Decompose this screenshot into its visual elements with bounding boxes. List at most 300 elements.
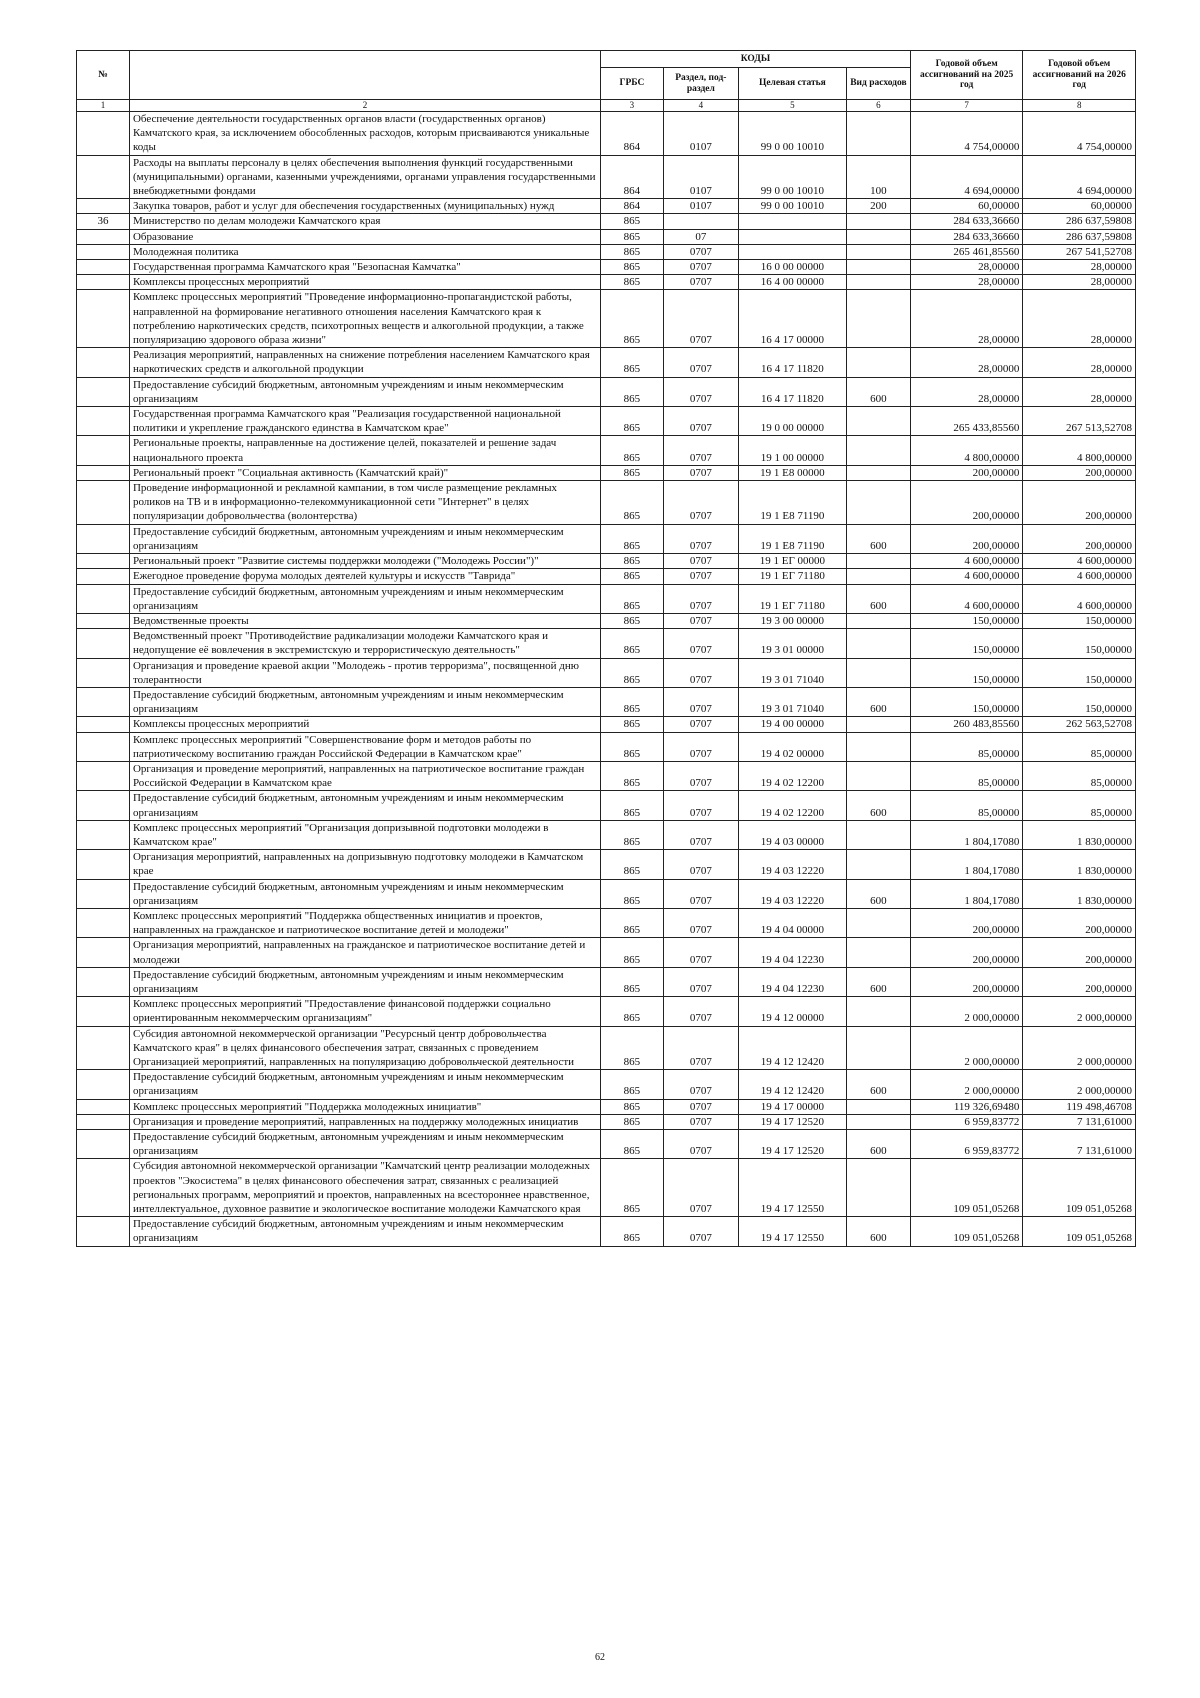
row-amount-2025: 265 461,85560 bbox=[910, 244, 1023, 259]
row-amount-2025: 109 051,05268 bbox=[910, 1217, 1023, 1246]
row-amount-2025: 200,00000 bbox=[910, 938, 1023, 967]
table-row bbox=[77, 407, 1136, 436]
column-number: 8 bbox=[1023, 100, 1136, 112]
row-name: Комплекс процессных мероприятий "Предоставление финансовой поддержки социально ориентированным некоммерческим организациям" bbox=[129, 997, 600, 1026]
row-expense-type bbox=[846, 1026, 910, 1070]
row-amount-2025: 28,00000 bbox=[910, 290, 1023, 348]
table-row bbox=[77, 348, 1136, 377]
row-name: Предоставление субсидий бюджетным, автономным учреждениям и иным некоммерческим организациям bbox=[129, 1070, 600, 1099]
table-row bbox=[77, 214, 1136, 229]
row-name: Ежегодное проведение форума молодых деятелей культуры и искусств "Таврида" bbox=[129, 569, 600, 584]
row-amount-2026: 28,00000 bbox=[1023, 290, 1136, 348]
row-grbs: 865 bbox=[600, 1114, 663, 1129]
row-expense-type bbox=[846, 938, 910, 967]
row-amount-2026: 150,00000 bbox=[1023, 658, 1136, 687]
row-amount-2025: 150,00000 bbox=[910, 687, 1023, 716]
row-section: 0707 bbox=[663, 717, 738, 732]
row-grbs: 865 bbox=[600, 850, 663, 879]
row-amount-2025: 6 959,83772 bbox=[910, 1114, 1023, 1129]
row-target: 19 3 01 71040 bbox=[738, 687, 846, 716]
row-grbs: 865 bbox=[600, 761, 663, 790]
table-row bbox=[77, 199, 1136, 214]
table-row bbox=[77, 820, 1136, 849]
row-grbs: 865 bbox=[600, 938, 663, 967]
row-name: Комплекс процессных мероприятий "Организация допризывной подготовки молодежи в Камчатском крае" bbox=[129, 820, 600, 849]
row-section: 0707 bbox=[663, 569, 738, 584]
table-row bbox=[77, 569, 1136, 584]
row-number bbox=[77, 1026, 130, 1070]
row-amount-2025: 85,00000 bbox=[910, 791, 1023, 820]
row-name: Предоставление субсидий бюджетным, автономным учреждениям и иным некоммерческим организациям bbox=[129, 687, 600, 716]
row-amount-2026: 4 694,00000 bbox=[1023, 155, 1136, 199]
row-grbs: 865 bbox=[600, 290, 663, 348]
row-amount-2025: 60,00000 bbox=[910, 199, 1023, 214]
table-row bbox=[77, 229, 1136, 244]
row-grbs: 864 bbox=[600, 155, 663, 199]
row-target bbox=[738, 244, 846, 259]
row-section: 0707 bbox=[663, 908, 738, 937]
row-name: Реализация мероприятий, направленных на снижение потребления населением Камчатского края наркотических средств и алкогольной продукции bbox=[129, 348, 600, 377]
row-amount-2026: 200,00000 bbox=[1023, 481, 1136, 525]
row-amount-2026: 4 800,00000 bbox=[1023, 436, 1136, 465]
row-section: 0707 bbox=[663, 1159, 738, 1217]
row-section: 0707 bbox=[663, 275, 738, 290]
row-name: Комплексы процессных мероприятий bbox=[129, 275, 600, 290]
row-section: 0707 bbox=[663, 613, 738, 628]
row-target: 19 3 01 00000 bbox=[738, 629, 846, 658]
table-row bbox=[77, 850, 1136, 879]
row-expense-type: 200 bbox=[846, 199, 910, 214]
row-grbs: 865 bbox=[600, 524, 663, 553]
row-name: Комплекс процессных мероприятий "Совершенствование форм и методов работы по патриотическому воспитанию граждан Российской Федерации в Камчатском крае" bbox=[129, 732, 600, 761]
row-number bbox=[77, 908, 130, 937]
row-grbs: 865 bbox=[600, 908, 663, 937]
row-grbs: 865 bbox=[600, 1217, 663, 1246]
row-target: 19 4 04 00000 bbox=[738, 908, 846, 937]
table-row bbox=[77, 377, 1136, 406]
row-amount-2026: 150,00000 bbox=[1023, 629, 1136, 658]
row-target: 19 4 12 12420 bbox=[738, 1026, 846, 1070]
column-number: 7 bbox=[910, 100, 1023, 112]
row-amount-2026: 4 600,00000 bbox=[1023, 554, 1136, 569]
row-expense-type bbox=[846, 214, 910, 229]
row-grbs: 865 bbox=[600, 244, 663, 259]
row-target: 19 3 01 71040 bbox=[738, 658, 846, 687]
row-name: Ведомственные проекты bbox=[129, 613, 600, 628]
row-grbs: 865 bbox=[600, 407, 663, 436]
row-name: Организация и проведение мероприятий, направленных на поддержку молодежных инициатив bbox=[129, 1114, 600, 1129]
table-row bbox=[77, 584, 1136, 613]
table-row bbox=[77, 761, 1136, 790]
row-name: Комплексы процессных мероприятий bbox=[129, 717, 600, 732]
row-grbs: 865 bbox=[600, 967, 663, 996]
row-amount-2026: 150,00000 bbox=[1023, 687, 1136, 716]
row-grbs: 865 bbox=[600, 465, 663, 480]
row-grbs: 865 bbox=[600, 613, 663, 628]
row-number bbox=[77, 1217, 130, 1246]
table-row bbox=[77, 275, 1136, 290]
row-target: 19 4 03 12220 bbox=[738, 879, 846, 908]
row-amount-2025: 4 694,00000 bbox=[910, 155, 1023, 199]
row-name: Предоставление субсидий бюджетным, автономным учреждениям и иным некоммерческим организациям bbox=[129, 524, 600, 553]
header-volume-2025: Годовой объем ассигнований на 2025 год bbox=[910, 51, 1023, 100]
row-grbs: 865 bbox=[600, 997, 663, 1026]
row-target: 19 1 ЕГ 71180 bbox=[738, 569, 846, 584]
row-target: 99 0 00 10010 bbox=[738, 155, 846, 199]
row-name: Проведение информационной и рекламной кампании, в том числе размещение рекламных роликов на ТВ и в информационно-телекоммуникационной сети "Интернет" в целях популяризации добровольчества (волонтерства) bbox=[129, 481, 600, 525]
row-section: 0707 bbox=[663, 584, 738, 613]
row-target: 19 1 ЕГ 00000 bbox=[738, 554, 846, 569]
row-target: 19 4 02 12200 bbox=[738, 761, 846, 790]
table-row bbox=[77, 112, 1136, 156]
row-section: 0707 bbox=[663, 967, 738, 996]
row-amount-2026: 150,00000 bbox=[1023, 613, 1136, 628]
row-grbs: 865 bbox=[600, 1159, 663, 1217]
row-target: 19 4 02 00000 bbox=[738, 732, 846, 761]
row-target: 16 4 17 11820 bbox=[738, 348, 846, 377]
row-expense-type bbox=[846, 554, 910, 569]
row-amount-2025: 85,00000 bbox=[910, 761, 1023, 790]
row-section: 0707 bbox=[663, 938, 738, 967]
row-amount-2025: 260 483,85560 bbox=[910, 717, 1023, 732]
row-name: Предоставление субсидий бюджетным, автономным учреждениям и иным некоммерческим организациям bbox=[129, 1130, 600, 1159]
row-number bbox=[77, 1070, 130, 1099]
row-number bbox=[77, 229, 130, 244]
header-volume-2026: Годовой объем ассигнований на 2026 год bbox=[1023, 51, 1136, 100]
row-amount-2026: 85,00000 bbox=[1023, 761, 1136, 790]
row-grbs: 865 bbox=[600, 732, 663, 761]
row-section: 0707 bbox=[663, 1114, 738, 1129]
row-expense-type bbox=[846, 244, 910, 259]
row-amount-2025: 265 433,85560 bbox=[910, 407, 1023, 436]
row-expense-type bbox=[846, 407, 910, 436]
row-target: 19 4 17 12550 bbox=[738, 1217, 846, 1246]
row-expense-type bbox=[846, 229, 910, 244]
row-expense-type bbox=[846, 1099, 910, 1114]
row-amount-2025: 4 600,00000 bbox=[910, 569, 1023, 584]
row-expense-type bbox=[846, 436, 910, 465]
page-number: 62 bbox=[595, 1652, 605, 1663]
table-row bbox=[77, 1159, 1136, 1217]
row-amount-2026: 109 051,05268 bbox=[1023, 1217, 1136, 1246]
row-amount-2025: 200,00000 bbox=[910, 908, 1023, 937]
row-target: 16 4 00 00000 bbox=[738, 275, 846, 290]
row-grbs: 865 bbox=[600, 275, 663, 290]
row-target: 19 1 00 00000 bbox=[738, 436, 846, 465]
row-number bbox=[77, 761, 130, 790]
row-number bbox=[77, 584, 130, 613]
table-row bbox=[77, 1099, 1136, 1114]
row-section: 0707 bbox=[663, 820, 738, 849]
table-row bbox=[77, 908, 1136, 937]
budget-sheet bbox=[76, 50, 1136, 1247]
row-amount-2025: 28,00000 bbox=[910, 260, 1023, 275]
row-section: 0707 bbox=[663, 407, 738, 436]
header-codes: КОДЫ bbox=[600, 51, 910, 68]
column-number-row bbox=[77, 100, 1136, 112]
table-row bbox=[77, 244, 1136, 259]
row-amount-2025: 2 000,00000 bbox=[910, 1070, 1023, 1099]
row-target bbox=[738, 214, 846, 229]
column-number: 3 bbox=[600, 100, 663, 112]
row-amount-2025: 4 600,00000 bbox=[910, 554, 1023, 569]
row-name: Комплекс процессных мероприятий "Проведение информационно-пропагандистской работы, направленной на формирование негативного отношения населения Камчатского края к потреблению наркотических средств, психотропных веществ и алкогольной продукции, а также популяризацию здорового образа жизни" bbox=[129, 290, 600, 348]
row-amount-2026: 2 000,00000 bbox=[1023, 997, 1136, 1026]
row-section: 0707 bbox=[663, 244, 738, 259]
row-expense-type bbox=[846, 1114, 910, 1129]
row-name: Предоставление субсидий бюджетным, автономным учреждениям и иным некоммерческим организациям bbox=[129, 584, 600, 613]
row-expense-type bbox=[846, 629, 910, 658]
row-section: 0707 bbox=[663, 732, 738, 761]
row-section: 0707 bbox=[663, 436, 738, 465]
row-name: Предоставление субсидий бюджетным, автономным учреждениям и иным некоммерческим организациям bbox=[129, 1217, 600, 1246]
row-grbs: 865 bbox=[600, 584, 663, 613]
row-section: 0707 bbox=[663, 1070, 738, 1099]
header-grbs: ГРБС bbox=[600, 68, 663, 100]
row-section: 0707 bbox=[663, 260, 738, 275]
row-target: 99 0 00 10010 bbox=[738, 112, 846, 156]
row-grbs: 865 bbox=[600, 791, 663, 820]
row-amount-2026: 85,00000 bbox=[1023, 791, 1136, 820]
row-expense-type bbox=[846, 658, 910, 687]
row-section: 0107 bbox=[663, 155, 738, 199]
row-expense-type bbox=[846, 465, 910, 480]
row-expense-type bbox=[846, 717, 910, 732]
row-expense-type: 600 bbox=[846, 967, 910, 996]
table-row bbox=[77, 260, 1136, 275]
row-number bbox=[77, 629, 130, 658]
row-amount-2025: 109 051,05268 bbox=[910, 1159, 1023, 1217]
row-number bbox=[77, 112, 130, 156]
row-number bbox=[77, 260, 130, 275]
row-amount-2025: 28,00000 bbox=[910, 377, 1023, 406]
row-number bbox=[77, 732, 130, 761]
row-amount-2026: 286 637,59808 bbox=[1023, 214, 1136, 229]
row-section: 0707 bbox=[663, 554, 738, 569]
row-number bbox=[77, 524, 130, 553]
row-amount-2025: 150,00000 bbox=[910, 658, 1023, 687]
row-number bbox=[77, 687, 130, 716]
row-amount-2026: 1 830,00000 bbox=[1023, 820, 1136, 849]
row-expense-type bbox=[846, 112, 910, 156]
row-name: Комплекс процессных мероприятий "Поддержка общественных инициатив и проектов, направленных на гражданское и патриотическое воспитание детей и молодежи" bbox=[129, 908, 600, 937]
column-number: 4 bbox=[663, 100, 738, 112]
row-name: Предоставление субсидий бюджетным, автономным учреждениям и иным некоммерческим организациям bbox=[129, 967, 600, 996]
row-grbs: 865 bbox=[600, 348, 663, 377]
row-amount-2025: 200,00000 bbox=[910, 465, 1023, 480]
row-expense-type bbox=[846, 1159, 910, 1217]
table-row bbox=[77, 465, 1136, 480]
row-number bbox=[77, 554, 130, 569]
row-section: 07 bbox=[663, 229, 738, 244]
row-amount-2025: 284 633,36660 bbox=[910, 214, 1023, 229]
row-section: 0707 bbox=[663, 791, 738, 820]
row-amount-2026: 200,00000 bbox=[1023, 938, 1136, 967]
row-grbs: 864 bbox=[600, 112, 663, 156]
row-amount-2025: 2 000,00000 bbox=[910, 997, 1023, 1026]
row-amount-2025: 200,00000 bbox=[910, 524, 1023, 553]
row-grbs: 865 bbox=[600, 658, 663, 687]
row-target: 19 1 Е8 71190 bbox=[738, 481, 846, 525]
row-amount-2026: 4 600,00000 bbox=[1023, 584, 1136, 613]
row-number bbox=[77, 275, 130, 290]
row-expense-type bbox=[846, 275, 910, 290]
row-grbs: 865 bbox=[600, 687, 663, 716]
row-name: Министерство по делам молодежи Камчатского края bbox=[129, 214, 600, 229]
row-name: Региональный проект "Социальная активность (Камчатский край)" bbox=[129, 465, 600, 480]
row-grbs: 865 bbox=[600, 717, 663, 732]
row-amount-2026: 109 051,05268 bbox=[1023, 1159, 1136, 1217]
column-number: 5 bbox=[738, 100, 846, 112]
row-target bbox=[738, 229, 846, 244]
row-grbs: 865 bbox=[600, 629, 663, 658]
row-target: 19 1 Е8 00000 bbox=[738, 465, 846, 480]
row-amount-2026: 28,00000 bbox=[1023, 348, 1136, 377]
budget-table bbox=[76, 50, 1136, 1247]
row-amount-2026: 4 754,00000 bbox=[1023, 112, 1136, 156]
row-amount-2025: 119 326,69480 bbox=[910, 1099, 1023, 1114]
row-expense-type bbox=[846, 569, 910, 584]
row-amount-2026: 1 830,00000 bbox=[1023, 879, 1136, 908]
row-number bbox=[77, 613, 130, 628]
row-amount-2025: 2 000,00000 bbox=[910, 1026, 1023, 1070]
row-target: 19 4 17 12550 bbox=[738, 1159, 846, 1217]
row-target: 19 4 12 12420 bbox=[738, 1070, 846, 1099]
table-row bbox=[77, 732, 1136, 761]
row-number bbox=[77, 997, 130, 1026]
row-number bbox=[77, 717, 130, 732]
row-section: 0707 bbox=[663, 879, 738, 908]
row-grbs: 865 bbox=[600, 569, 663, 584]
row-expense-type: 600 bbox=[846, 791, 910, 820]
row-amount-2025: 150,00000 bbox=[910, 613, 1023, 628]
row-amount-2026: 28,00000 bbox=[1023, 275, 1136, 290]
row-number bbox=[77, 820, 130, 849]
row-amount-2026: 119 498,46708 bbox=[1023, 1099, 1136, 1114]
row-name: Обеспечение деятельности государственных органов власти (государственных органов) Камчатского края, за исключением обособленных расходов, которым присваиваются уникальные коды bbox=[129, 112, 600, 156]
row-amount-2026: 262 563,52708 bbox=[1023, 717, 1136, 732]
row-name: Закупка товаров, работ и услуг для обеспечения государственных (муниципальных) нужд bbox=[129, 199, 600, 214]
row-amount-2025: 1 804,17080 bbox=[910, 820, 1023, 849]
row-amount-2025: 200,00000 bbox=[910, 481, 1023, 525]
row-grbs: 865 bbox=[600, 436, 663, 465]
header-expense-type: Вид расходов bbox=[846, 68, 910, 100]
table-row bbox=[77, 791, 1136, 820]
row-amount-2026: 4 600,00000 bbox=[1023, 569, 1136, 584]
row-section: 0707 bbox=[663, 524, 738, 553]
row-section: 0107 bbox=[663, 199, 738, 214]
row-grbs: 865 bbox=[600, 879, 663, 908]
table-row bbox=[77, 1217, 1136, 1246]
table-row bbox=[77, 629, 1136, 658]
row-expense-type bbox=[846, 348, 910, 377]
row-target: 19 3 00 00000 bbox=[738, 613, 846, 628]
row-number bbox=[77, 658, 130, 687]
row-section: 0707 bbox=[663, 1099, 738, 1114]
row-expense-type bbox=[846, 260, 910, 275]
row-number bbox=[77, 155, 130, 199]
row-number bbox=[77, 791, 130, 820]
row-section: 0707 bbox=[663, 481, 738, 525]
row-name: Региональный проект "Развитие системы поддержки молодежи ("Молодежь России")" bbox=[129, 554, 600, 569]
row-number bbox=[77, 1099, 130, 1114]
row-number bbox=[77, 1130, 130, 1159]
row-amount-2025: 85,00000 bbox=[910, 732, 1023, 761]
table-row bbox=[77, 1070, 1136, 1099]
row-expense-type: 600 bbox=[846, 1217, 910, 1246]
row-amount-2026: 7 131,61000 bbox=[1023, 1114, 1136, 1129]
row-section: 0707 bbox=[663, 850, 738, 879]
table-row bbox=[77, 554, 1136, 569]
table-row bbox=[77, 967, 1136, 996]
table-row bbox=[77, 155, 1136, 199]
row-amount-2025: 4 800,00000 bbox=[910, 436, 1023, 465]
table-row bbox=[77, 938, 1136, 967]
row-section: 0707 bbox=[663, 687, 738, 716]
row-grbs: 865 bbox=[600, 554, 663, 569]
row-section: 0707 bbox=[663, 658, 738, 687]
row-amount-2026: 267 541,52708 bbox=[1023, 244, 1136, 259]
row-amount-2026: 2 000,00000 bbox=[1023, 1070, 1136, 1099]
row-name: Комплекс процессных мероприятий "Поддержка молодежных инициатив" bbox=[129, 1099, 600, 1114]
row-number bbox=[77, 481, 130, 525]
row-target: 19 4 12 00000 bbox=[738, 997, 846, 1026]
row-target: 19 0 00 00000 bbox=[738, 407, 846, 436]
row-expense-type bbox=[846, 481, 910, 525]
row-target: 19 4 17 00000 bbox=[738, 1099, 846, 1114]
row-grbs: 865 bbox=[600, 377, 663, 406]
row-number bbox=[77, 850, 130, 879]
row-grbs: 865 bbox=[600, 481, 663, 525]
row-target: 19 4 17 12520 bbox=[738, 1130, 846, 1159]
row-expense-type: 600 bbox=[846, 879, 910, 908]
row-grbs: 865 bbox=[600, 260, 663, 275]
row-section: 0707 bbox=[663, 348, 738, 377]
table-row bbox=[77, 481, 1136, 525]
row-number bbox=[77, 1159, 130, 1217]
row-amount-2025: 28,00000 bbox=[910, 275, 1023, 290]
row-target: 19 1 ЕГ 71180 bbox=[738, 584, 846, 613]
row-target: 19 4 04 12230 bbox=[738, 938, 846, 967]
row-number bbox=[77, 1114, 130, 1129]
row-expense-type bbox=[846, 732, 910, 761]
header-name bbox=[129, 51, 600, 100]
row-target: 16 4 17 11820 bbox=[738, 377, 846, 406]
row-section: 0707 bbox=[663, 1130, 738, 1159]
row-target: 19 4 03 12220 bbox=[738, 850, 846, 879]
row-name: Образование bbox=[129, 229, 600, 244]
row-name: Предоставление субсидий бюджетным, автономным учреждениям и иным некоммерческим организациям bbox=[129, 377, 600, 406]
row-target: 19 4 02 12200 bbox=[738, 791, 846, 820]
row-expense-type bbox=[846, 290, 910, 348]
row-amount-2026: 7 131,61000 bbox=[1023, 1130, 1136, 1159]
row-number bbox=[77, 377, 130, 406]
row-target: 19 4 17 12520 bbox=[738, 1114, 846, 1129]
row-amount-2025: 1 804,17080 bbox=[910, 879, 1023, 908]
row-expense-type: 600 bbox=[846, 687, 910, 716]
row-amount-2025: 1 804,17080 bbox=[910, 850, 1023, 879]
row-section: 0707 bbox=[663, 290, 738, 348]
table-row bbox=[77, 1114, 1136, 1129]
table-row bbox=[77, 879, 1136, 908]
table-row bbox=[77, 524, 1136, 553]
row-amount-2025: 4 754,00000 bbox=[910, 112, 1023, 156]
table-row bbox=[77, 658, 1136, 687]
row-name: Ведомственный проект "Противодействие радикализации молодежи Камчатского края и недопущение её вовлечения в экстремистскую и террористическую деятельность" bbox=[129, 629, 600, 658]
row-target: 19 4 03 00000 bbox=[738, 820, 846, 849]
row-amount-2026: 200,00000 bbox=[1023, 465, 1136, 480]
row-amount-2026: 267 513,52708 bbox=[1023, 407, 1136, 436]
